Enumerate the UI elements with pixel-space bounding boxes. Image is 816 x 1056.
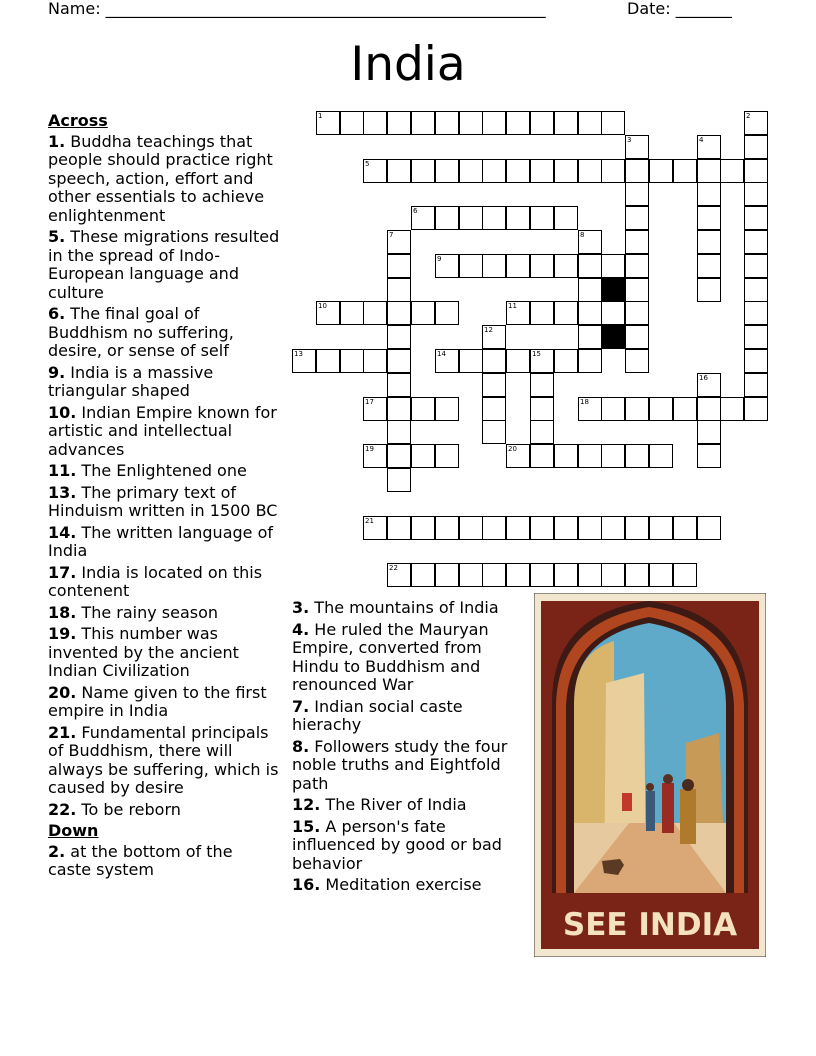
grid-cell[interactable]: [697, 254, 721, 278]
clue-item: [48, 843, 280, 880]
clue-item: [48, 564, 280, 601]
clue-item: [48, 364, 280, 401]
clue-number-label: 15: [532, 350, 541, 358]
clue-item: [292, 876, 524, 895]
grid-cell[interactable]: [387, 325, 411, 349]
grid-cell[interactable]: [625, 254, 649, 278]
clue-item: [48, 801, 280, 820]
clue-item: [292, 698, 524, 735]
clue-text: This number was invented by the ancient Indian Civilization: [48, 624, 239, 680]
grid-cell[interactable]: [744, 349, 768, 373]
grid-cell[interactable]: [506, 516, 530, 540]
grid-cell[interactable]: [554, 254, 578, 278]
clue-number-label: 6: [413, 207, 418, 215]
clue-number-label: 3: [627, 136, 632, 144]
grid-cell[interactable]: [316, 301, 340, 325]
grid-cell[interactable]: [578, 254, 602, 278]
grid-cell[interactable]: [482, 373, 506, 397]
grid-cell[interactable]: [459, 254, 483, 278]
clue-number: 11.: [48, 461, 77, 480]
grid-cell[interactable]: [411, 444, 435, 468]
grid-cell[interactable]: [363, 111, 387, 135]
grid-cell[interactable]: [482, 563, 506, 587]
grid-cell[interactable]: [363, 397, 387, 421]
grid-cell[interactable]: [578, 325, 602, 349]
grid-cell[interactable]: [435, 444, 459, 468]
clue-item: [48, 625, 280, 681]
grid-cell[interactable]: [601, 444, 625, 468]
clue-number: 19.: [48, 624, 77, 643]
clue-number-label: 22: [389, 564, 398, 572]
clue-item: [292, 796, 524, 815]
clue-item: [48, 604, 280, 623]
clue-number-label: 1: [318, 112, 323, 120]
clue-text: India is located on this contenent: [48, 562, 263, 600]
down-clue-list: [48, 843, 280, 880]
clue-number-label: 12: [484, 326, 493, 334]
grid-cell[interactable]: [744, 182, 768, 206]
clue-text: India is a massive triangular shaped: [48, 362, 214, 400]
grid-cell[interactable]: [435, 159, 459, 183]
clue-number: 7.: [292, 696, 310, 716]
grid-cell[interactable]: [578, 397, 602, 421]
grid-cell[interactable]: [625, 182, 649, 206]
grid-cell[interactable]: [697, 516, 721, 540]
grid-cell[interactable]: [554, 301, 578, 325]
grid-cell[interactable]: [530, 373, 554, 397]
across-heading: Across: [48, 111, 108, 130]
grid-cell[interactable]: [554, 563, 578, 587]
grid-cell[interactable]: [744, 325, 768, 349]
grid-cell[interactable]: [387, 420, 411, 444]
clue-text: To be reborn: [76, 799, 181, 819]
grid-cell[interactable]: [506, 563, 530, 587]
grid-cell[interactable]: [292, 349, 316, 373]
clue-text: Followers study the four noble truths and Eightfold path: [292, 736, 508, 793]
grid-cell[interactable]: [649, 159, 673, 183]
grid-cell[interactable]: [340, 349, 364, 373]
grid-cell[interactable]: [363, 349, 387, 373]
grid-cell[interactable]: [744, 206, 768, 230]
grid-cell[interactable]: [744, 373, 768, 397]
grid-cell[interactable]: [506, 159, 530, 183]
clue-text: The River of India: [320, 795, 467, 814]
grid-cell[interactable]: [673, 516, 697, 540]
clue-text: He ruled the Mauryan Empire, converted from Hindu to Buddhism and renounced War: [292, 619, 489, 694]
grid-cell[interactable]: [649, 444, 673, 468]
grid-cell[interactable]: [530, 516, 554, 540]
grid-cell[interactable]: [578, 230, 602, 254]
grid-cell[interactable]: [720, 397, 744, 421]
grid-cell[interactable]: [506, 111, 530, 135]
clue-number: 5.: [48, 227, 66, 246]
clue-text: Meditation exercise: [320, 875, 482, 894]
grid-cell[interactable]: [530, 301, 554, 325]
grid-cell[interactable]: [435, 516, 459, 540]
grid-cell[interactable]: [744, 159, 768, 183]
grid-cell[interactable]: [744, 230, 768, 254]
grid-cell[interactable]: [482, 206, 506, 230]
grid-cell[interactable]: [578, 278, 602, 302]
grid-cell[interactable]: [411, 206, 435, 230]
clue-number-label: 8: [580, 231, 585, 239]
grid-cell[interactable]: [530, 206, 554, 230]
grid-cell[interactable]: [554, 444, 578, 468]
clue-text: The primary text of Hinduism written in 1500 BC: [48, 482, 278, 520]
grid-cell[interactable]: [530, 111, 554, 135]
grid-cell[interactable]: [340, 301, 364, 325]
clue-number-label: 9: [437, 255, 442, 263]
clue-number-label: 19: [365, 445, 374, 453]
grid-cell[interactable]: [744, 278, 768, 302]
clue-number-label: 5: [365, 160, 370, 168]
grid-cell[interactable]: [387, 301, 411, 325]
date-field-label[interactable]: Date: _______: [627, 0, 732, 18]
grid-cell[interactable]: [411, 516, 435, 540]
grid-cell[interactable]: [601, 254, 625, 278]
clue-text: The final goal of Buddhism no suffering, desire, or sense of self: [48, 304, 234, 360]
grid-cell[interactable]: [387, 159, 411, 183]
grid-cell[interactable]: [554, 111, 578, 135]
grid-cell[interactable]: [482, 516, 506, 540]
grid-cell[interactable]: [482, 254, 506, 278]
grid-cell[interactable]: [411, 301, 435, 325]
grid-cell[interactable]: [459, 206, 483, 230]
clue-number: 16.: [292, 875, 321, 894]
down-clue-list-continued: [292, 599, 524, 895]
grid-cell[interactable]: [363, 159, 387, 183]
grid-cell[interactable]: [459, 349, 483, 373]
clue-text: Indian Empire known for artistic and intellectual advances: [48, 402, 277, 459]
clue-item: [48, 724, 280, 798]
grid-cell[interactable]: [697, 397, 721, 421]
grid-cell[interactable]: [435, 111, 459, 135]
grid-cell[interactable]: [601, 397, 625, 421]
grid-cell[interactable]: [363, 301, 387, 325]
grid-cell[interactable]: [387, 349, 411, 373]
clue-number-label: 7: [389, 231, 394, 239]
clue-item: [48, 524, 280, 561]
grid-cell[interactable]: [601, 563, 625, 587]
poster-illustration: [534, 593, 766, 957]
grid-cell[interactable]: [697, 373, 721, 397]
grid-cell[interactable]: [649, 516, 673, 540]
grid-cell[interactable]: [363, 444, 387, 468]
clue-number-label: 4: [699, 136, 704, 144]
clue-text: Fundamental principals of Buddhism, there will always be suffering, which is caused by desire: [48, 722, 279, 797]
grid-cell[interactable]: [625, 230, 649, 254]
clue-number-label: 18: [580, 398, 589, 406]
grid-cell[interactable]: [744, 397, 768, 421]
grid-cell[interactable]: [697, 182, 721, 206]
grid-cell[interactable]: [673, 159, 697, 183]
grid-cell[interactable]: [459, 111, 483, 135]
grid-cell[interactable]: [363, 516, 387, 540]
grid-block: [601, 325, 625, 349]
grid-cell[interactable]: [530, 254, 554, 278]
grid-cell[interactable]: [649, 563, 673, 587]
clue-number-label: 17: [365, 398, 374, 406]
grid-cell[interactable]: [625, 444, 649, 468]
grid-cell[interactable]: [482, 325, 506, 349]
clue-text: The written language of India: [48, 522, 273, 560]
grid-cell[interactable]: [673, 563, 697, 587]
clue-number-label: 21: [365, 517, 374, 525]
grid-cell[interactable]: [554, 349, 578, 373]
clue-number: 12.: [292, 795, 321, 814]
grid-cell[interactable]: [387, 278, 411, 302]
grid-cell[interactable]: [506, 301, 530, 325]
clue-number: 9.: [48, 362, 66, 382]
grid-cell[interactable]: [625, 325, 649, 349]
grid-cell[interactable]: [506, 349, 530, 373]
grid-cell[interactable]: [482, 111, 506, 135]
grid-cell[interactable]: [387, 516, 411, 540]
clue-number-label: 11: [508, 302, 517, 310]
grid-cell[interactable]: [625, 516, 649, 540]
clue-item: [48, 684, 280, 721]
down-heading: Down: [48, 821, 99, 840]
grid-cell[interactable]: [625, 301, 649, 325]
grid-cell[interactable]: [697, 444, 721, 468]
grid-cell[interactable]: [411, 111, 435, 135]
grid-cell[interactable]: [578, 516, 602, 540]
grid-cell[interactable]: [387, 373, 411, 397]
grid-cell[interactable]: [578, 301, 602, 325]
clue-text: Name given to the first empire in India: [48, 682, 267, 720]
clue-number: 22.: [48, 799, 77, 819]
grid-cell[interactable]: [459, 516, 483, 540]
grid-cell[interactable]: [530, 397, 554, 421]
grid-cell[interactable]: [482, 397, 506, 421]
grid-cell[interactable]: [387, 563, 411, 587]
grid-cell[interactable]: [387, 230, 411, 254]
grid-cell[interactable]: [482, 159, 506, 183]
clue-column-left: [48, 112, 280, 883]
grid-cell[interactable]: [673, 397, 697, 421]
grid-cell[interactable]: [578, 349, 602, 373]
grid-cell[interactable]: [387, 468, 411, 492]
grid-cell[interactable]: [625, 159, 649, 183]
clue-number-label: 20: [508, 445, 517, 453]
grid-cell[interactable]: [506, 206, 530, 230]
clue-number-label: 14: [437, 350, 446, 358]
grid-cell[interactable]: [697, 278, 721, 302]
clue-item: [292, 599, 524, 618]
grid-cell[interactable]: [506, 254, 530, 278]
grid-cell[interactable]: [554, 159, 578, 183]
grid-cell[interactable]: [459, 563, 483, 587]
grid-cell[interactable]: [554, 516, 578, 540]
grid-cell[interactable]: [697, 420, 721, 444]
name-field-label[interactable]: Name: _______________________________________________________: [48, 0, 546, 18]
clue-number-label: 2: [746, 112, 751, 120]
grid-cell[interactable]: [530, 420, 554, 444]
grid-cell[interactable]: [697, 230, 721, 254]
clue-item: [48, 228, 280, 302]
grid-cell[interactable]: [435, 301, 459, 325]
grid-cell[interactable]: [530, 563, 554, 587]
clue-item: [292, 738, 524, 794]
grid-cell[interactable]: [649, 397, 673, 421]
grid-cell[interactable]: [387, 111, 411, 135]
grid-cell[interactable]: [578, 563, 602, 587]
grid-cell[interactable]: [387, 444, 411, 468]
clue-text: at the bottom of the caste system: [48, 841, 233, 879]
clue-number: 6.: [48, 304, 66, 323]
clue-number: 4.: [292, 619, 310, 639]
grid-cell[interactable]: [578, 111, 602, 135]
clue-text: A person's fate influenced by good or bad behavior: [292, 816, 502, 873]
clue-number: 1.: [48, 131, 66, 151]
grid-cell[interactable]: [601, 301, 625, 325]
clue-text: The Enlightened one: [76, 461, 247, 480]
clue-number: 14.: [48, 522, 77, 542]
grid-cell[interactable]: [482, 349, 506, 373]
grid-cell[interactable]: [720, 159, 744, 183]
clue-number-label: 10: [318, 302, 327, 310]
grid-cell[interactable]: [744, 254, 768, 278]
clue-item: [48, 484, 280, 521]
grid-cell[interactable]: [625, 206, 649, 230]
grid-cell[interactable]: [744, 111, 768, 135]
grid-cell[interactable]: [697, 206, 721, 230]
grid-cell[interactable]: [411, 563, 435, 587]
grid-cell[interactable]: [625, 278, 649, 302]
grid-cell[interactable]: [387, 254, 411, 278]
clue-number: 18.: [48, 602, 77, 622]
grid-cell[interactable]: [625, 349, 649, 373]
grid-cell[interactable]: [340, 111, 364, 135]
clue-text: These migrations resulted in the spread of Indo-European language and culture: [48, 227, 280, 302]
grid-cell[interactable]: [625, 563, 649, 587]
clue-text: The rainy season: [76, 602, 219, 622]
grid-cell[interactable]: [435, 349, 459, 373]
clue-number: 21.: [48, 722, 77, 742]
clue-item: [48, 462, 280, 481]
grid-cell[interactable]: [697, 135, 721, 159]
grid-cell[interactable]: [435, 206, 459, 230]
clue-text: Indian social caste hierachy: [292, 696, 463, 734]
clue-item: [292, 818, 524, 874]
grid-cell[interactable]: [601, 516, 625, 540]
across-clue-list: [48, 133, 280, 820]
grid-cell[interactable]: [697, 159, 721, 183]
grid-cell[interactable]: [411, 159, 435, 183]
clue-number: 17.: [48, 562, 77, 582]
grid-cell[interactable]: [459, 159, 483, 183]
grid-cell[interactable]: [506, 444, 530, 468]
clue-number: 13.: [48, 482, 77, 502]
grid-cell[interactable]: [316, 349, 340, 373]
clue-number: 2.: [48, 841, 66, 861]
grid-cell[interactable]: [744, 301, 768, 325]
clue-item: [48, 133, 280, 226]
clue-text: The mountains of India: [309, 598, 499, 617]
clue-number-label: 13: [294, 350, 303, 358]
clue-item: [48, 305, 280, 361]
page-title: India: [350, 37, 466, 92]
grid-cell[interactable]: [625, 135, 649, 159]
grid-cell[interactable]: [601, 159, 625, 183]
grid-cell[interactable]: [316, 111, 340, 135]
grid-cell[interactable]: [482, 420, 506, 444]
clue-number: 8.: [292, 736, 310, 756]
grid-cell[interactable]: [387, 397, 411, 421]
grid-cell[interactable]: [554, 206, 578, 230]
clue-item: [292, 621, 524, 695]
see-india-poster: [534, 593, 766, 957]
grid-cell[interactable]: [530, 349, 554, 373]
clue-item: [48, 404, 280, 460]
clue-number: 3.: [292, 598, 310, 617]
grid-cell[interactable]: [530, 159, 554, 183]
clue-number-label: 16: [699, 374, 708, 382]
clue-text: Buddha teachings that people should practice right speech, action, effort and other essentials to achieve enlightenment: [48, 131, 273, 225]
clue-column-middle: [292, 599, 524, 898]
clue-number: 10.: [48, 402, 77, 422]
poster-caption: SEE INDIA: [562, 907, 738, 943]
grid-cell[interactable]: [578, 444, 602, 468]
grid-cell[interactable]: [744, 135, 768, 159]
grid-cell[interactable]: [578, 159, 602, 183]
grid-block: [601, 278, 625, 302]
grid-cell[interactable]: [435, 397, 459, 421]
grid-cell[interactable]: [601, 111, 625, 135]
grid-cell[interactable]: [530, 444, 554, 468]
grid-cell[interactable]: [625, 397, 649, 421]
grid-cell[interactable]: [435, 254, 459, 278]
clue-number: 20.: [48, 682, 77, 702]
clue-number: 15.: [292, 816, 321, 836]
grid-cell[interactable]: [435, 563, 459, 587]
grid-cell[interactable]: [411, 397, 435, 421]
